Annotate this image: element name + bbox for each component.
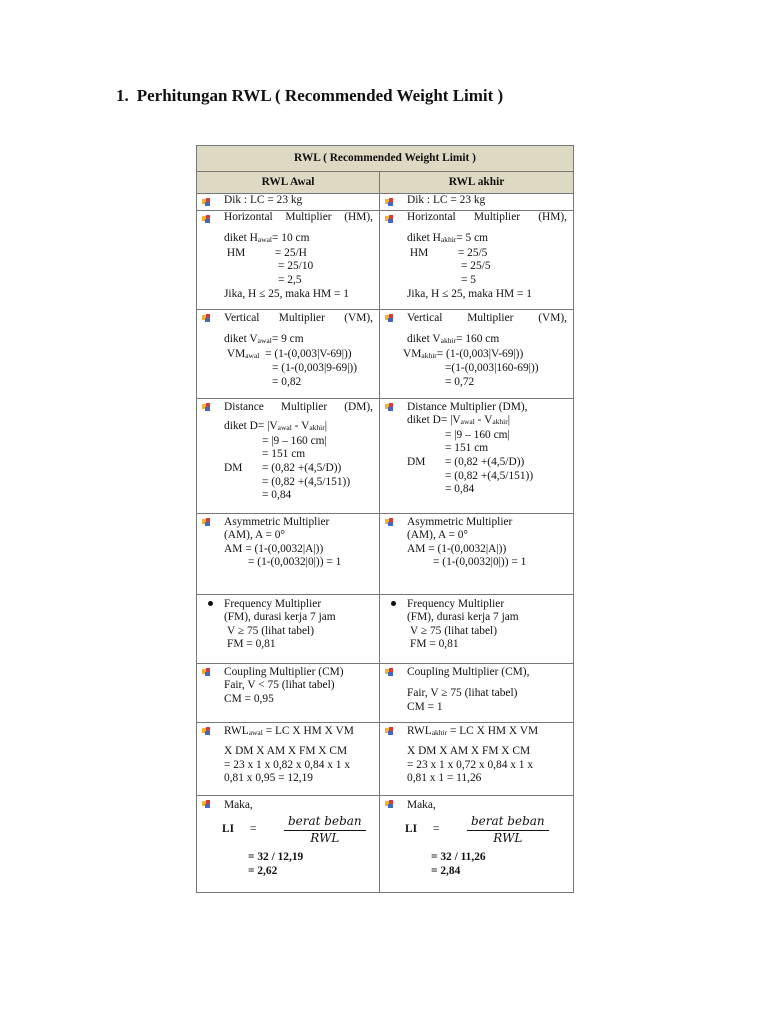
column-header-akhir: RWL akhir — [380, 172, 574, 194]
table-row-dik — [197, 194, 574, 211]
li-result1-awal: = 32 / 12,19 — [248, 851, 304, 864]
table-row-am — [197, 513, 574, 594]
colorful-bullet-icon — [202, 799, 212, 809]
fm-line2-awal: (FM), durasi kerja 7 jam — [224, 611, 336, 624]
li-maka-akhir: Maka, — [407, 798, 436, 811]
vm-diket-awal: diket Vawal= 9 cm — [224, 333, 304, 346]
colorful-bullet-icon — [385, 402, 395, 412]
colorful-bullet-icon — [385, 313, 395, 323]
colorful-bullet-icon — [202, 402, 212, 412]
rwl-line1-awal: RWLawal = LC X HM X VM — [224, 724, 354, 737]
dm-eq1-awal: = |9 – 160 cm| — [262, 434, 327, 447]
li-numerator-akhir: berat beban — [467, 815, 549, 831]
vm-eq1-awal: VMawal = (1-(0,003|V-69|)) — [226, 347, 352, 360]
column-header-awal: RWL Awal — [197, 172, 380, 194]
fm-line3-awal: V ≥ 75 (lihat tabel) — [227, 624, 315, 637]
table-title-row — [197, 146, 574, 172]
colorful-bullet-icon — [202, 197, 212, 207]
colorful-bullet-icon — [385, 799, 395, 809]
vm-eq3-awal: = 0,82 — [272, 375, 302, 388]
hm-eq2-awal: = 25/10 — [278, 260, 314, 273]
table-title: RWL ( Recommended Weight Limit ) — [197, 146, 574, 172]
hm-cond-awal: Jika, H ≤ 25, maka HM = 1 — [224, 287, 349, 300]
hm-diket-awal: diket Hawal= 10 cm — [224, 232, 310, 245]
dm-eq5-akhir: = 0,84 — [445, 483, 475, 496]
hm-eq2-akhir: = 25/5 — [461, 260, 491, 273]
li-eq-awal: = — [250, 823, 257, 836]
fm-line2-akhir: (FM), durasi kerja 7 jam — [407, 611, 519, 624]
li-result2-akhir: = 2,84 — [431, 864, 461, 877]
fm-line1-awal: Frequency Multiplier — [224, 597, 322, 610]
li-eq-akhir: = — [433, 823, 440, 836]
hm-diket-akhir: diket Hakhir= 5 cm — [407, 232, 489, 245]
colorful-bullet-icon — [202, 726, 212, 736]
dm-eq5-awal: = 0,84 — [262, 489, 292, 502]
hm-cond-akhir: Jika, H ≤ 25, maka HM = 1 — [407, 287, 532, 300]
li-maka-awal: Maka, — [224, 798, 253, 811]
colorful-bullet-icon — [202, 667, 212, 677]
am-line1-awal: Asymmetric Multiplier — [224, 515, 330, 528]
section-heading — [116, 86, 503, 106]
hm-eq1-akhir: HM = 25/5 — [409, 246, 488, 259]
colorful-bullet-icon — [385, 726, 395, 736]
colorful-bullet-icon — [202, 313, 212, 323]
am-line4-akhir: = (1-(0,0032|0|)) = 1 — [433, 556, 527, 569]
dm-eq4-awal: = (0,82 +(4,5/151)) — [262, 475, 351, 488]
table-row-rwl — [197, 722, 574, 795]
hm-eq1-awal: HM = 25/H — [226, 246, 307, 259]
dik-akhir: Dik : LC = 23 kg — [407, 194, 486, 206]
rwl-table — [196, 145, 574, 893]
colorful-bullet-icon — [385, 214, 395, 224]
cm-line3-awal: CM = 0,95 — [224, 692, 274, 705]
li-formula-akhir — [405, 815, 567, 845]
cm-line1-awal: Coupling Multiplier (CM) — [224, 665, 344, 678]
dm-title-awal: Distance Multiplier (DM), — [224, 400, 373, 413]
hm-title-akhir: Horizontal Multiplier (HM), — [407, 210, 568, 223]
table-header-row — [197, 172, 574, 194]
vm-title-awal: Vertical Multiplier (VM), — [224, 311, 373, 324]
dm-eq2-akhir: = 151 cm — [445, 442, 489, 455]
table-row-hm — [197, 210, 574, 309]
section-number: 1. — [116, 86, 129, 105]
am-line1-akhir: Asymmetric Multiplier — [407, 515, 513, 528]
colorful-bullet-icon — [202, 214, 212, 224]
dik-awal: Dik : LC = 23 kg — [224, 194, 303, 206]
cm-line2-awal: Fair, V < 75 (lihat tabel) — [224, 679, 335, 692]
rwl-line1-akhir: RWLakhir = LC X HM X VM — [407, 724, 539, 737]
am-line3-akhir: AM = (1-(0,0032|A|)) — [407, 542, 507, 555]
table-row-li — [197, 795, 574, 892]
am-line2-awal: (AM), A = 0° — [224, 529, 285, 542]
vm-eq2-awal: = (1-(0,003|9-69|)) — [272, 362, 358, 375]
vm-title-akhir: Vertical Multiplier (VM), — [407, 311, 568, 324]
rwl-line3-akhir: = 23 x 1 x 0,72 x 0,84 x 1 x — [407, 758, 534, 771]
li-fraction-awal — [284, 815, 366, 845]
fm-line4-awal: FM = 0,81 — [227, 638, 276, 651]
dm-diket-akhir: diket D= |Vawal - Vakhir| — [407, 414, 511, 427]
li-result2-awal: = 2,62 — [248, 864, 278, 877]
hm-title-awal: Horizontal Multiplier (HM), — [224, 210, 373, 223]
colorful-bullet-icon — [385, 197, 395, 207]
rwl-line2-akhir: X DM X AM X FM X CM — [407, 745, 531, 758]
fm-line4-akhir: FM = 0,81 — [410, 638, 459, 651]
am-line4-awal: = (1-(0,0032|0|)) = 1 — [248, 556, 342, 569]
vm-eq2-akhir: =(1-(0,003|160-69|)) — [445, 362, 539, 375]
dm-eq3-akhir: DM = (0,82 +(4,5/D)) — [407, 455, 525, 468]
li-fraction-akhir — [467, 815, 549, 845]
dm-eq2-awal: = 151 cm — [262, 448, 306, 461]
dm-diket-awal: diket D= |Vawal - Vakhir| — [224, 420, 328, 433]
hm-eq3-akhir: = 5 — [461, 273, 476, 286]
vm-eq1-akhir: VMakhir= (1-(0,003|V-69|)) — [403, 347, 524, 360]
li-label-awal: LI — [222, 823, 235, 836]
dm-eq3-awal: DM = (0,82 +(4,5/D)) — [224, 461, 342, 474]
dm-eq1-akhir: = |9 – 160 cm| — [445, 428, 510, 441]
table-row-cm — [197, 663, 574, 722]
am-line2-akhir: (AM), A = 0° — [407, 529, 468, 542]
fm-line1-akhir: Frequency Multiplier — [407, 597, 505, 610]
dm-title-akhir: Distance Multiplier (DM), — [407, 400, 528, 413]
rwl-line3-awal: = 23 x 1 x 0,82 x 0,84 x 1 x — [224, 758, 351, 771]
li-numerator-awal: berat beban — [284, 815, 366, 831]
table-row-fm — [197, 594, 574, 663]
rwl-line4-akhir: 0,81 x 1 = 11,26 — [407, 772, 482, 785]
vm-eq3-akhir: = 0,72 — [445, 375, 475, 388]
rwl-line2-awal: X DM X AM X FM X CM — [224, 745, 348, 758]
vm-diket-akhir: diket Vakhir= 160 cm — [407, 333, 500, 346]
li-formula-awal — [222, 815, 373, 845]
cm-line1-akhir: Coupling Multiplier (CM), — [407, 665, 530, 678]
section-title: Perhitungan RWL ( Recommended Weight Limit ) — [136, 86, 504, 105]
rwl-line4-awal: 0,81 x 0,95 = 12,19 — [224, 772, 314, 785]
bullet-dot-icon — [208, 601, 213, 606]
li-label-akhir: LI — [405, 823, 418, 836]
cm-line2-akhir: Fair, V ≥ 75 (lihat tabel) — [407, 687, 518, 700]
dm-eq4-akhir: = (0,82 +(4,5/151)) — [445, 469, 534, 482]
li-denominator-akhir: RWL — [493, 830, 523, 845]
hm-eq3-awal: = 2,5 — [278, 273, 302, 286]
colorful-bullet-icon — [385, 517, 395, 527]
am-line3-awal: AM = (1-(0,0032|A|)) — [224, 542, 324, 555]
bullet-dot-icon — [391, 601, 396, 606]
cm-line3-akhir: CM = 1 — [407, 700, 443, 713]
li-denominator-awal: RWL — [310, 830, 340, 845]
table-row-dm — [197, 398, 574, 513]
colorful-bullet-icon — [385, 667, 395, 677]
li-result1-akhir: = 32 / 11,26 — [431, 851, 486, 864]
table-row-vm — [197, 309, 574, 398]
colorful-bullet-icon — [202, 517, 212, 527]
fm-line3-akhir: V ≥ 75 (lihat tabel) — [410, 624, 498, 637]
